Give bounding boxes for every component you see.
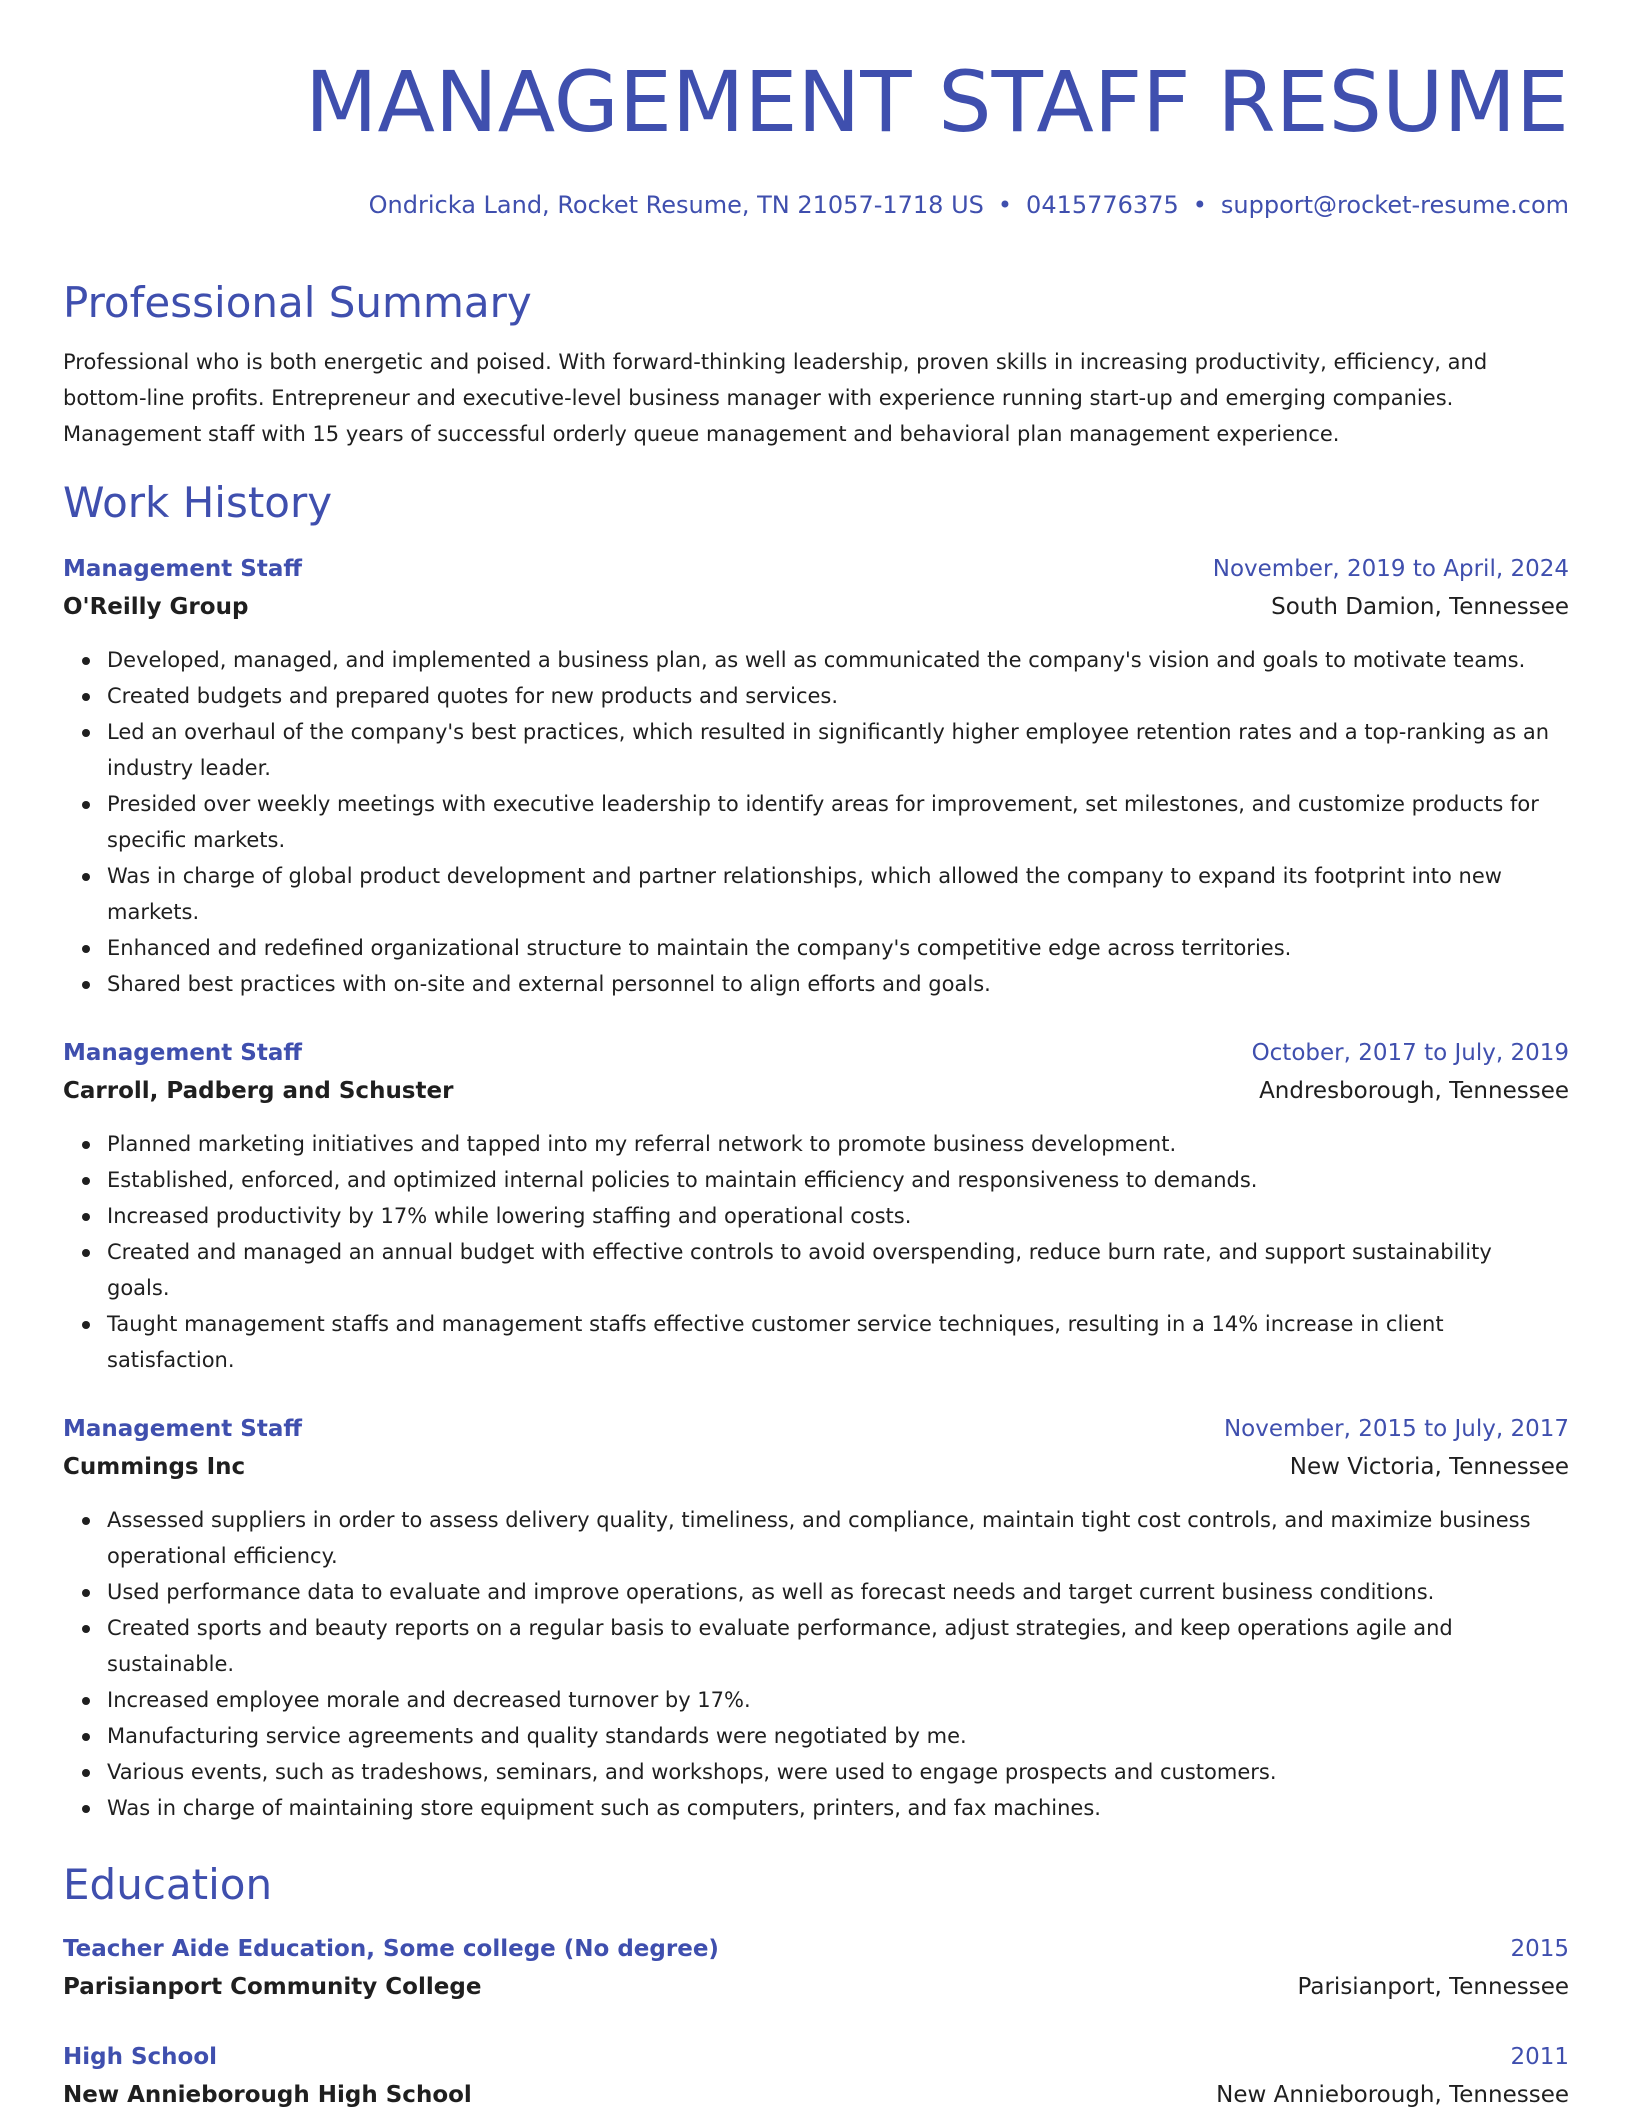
school-name: Parisianport Community College [63,1974,482,2000]
contact-address: Ondricka Land, Rocket Resume, TN 21057-1718 US [368,191,984,219]
bullet-item: Presided over weekly meetings with executive leadership to identify areas for improvement, set milestones, and customize products for specific markets. [107,786,1569,858]
work-history-section [63,478,1569,1826]
job-dates: November, 2015 to July, 2017 [1223,1416,1569,1442]
bullet-item: Increased productivity by 17% while lowering staffing and operational costs. [107,1198,1569,1234]
work-entry-header [63,550,1569,588]
summary-section [63,278,1569,452]
summary-text: Professional who is both energetic and poised. With forward-thinking leadership, proven skills in increasing productivity, efficiency, and bottom-line profits. Entrepreneur and executive-level business manager with experience running start-up and emerging companies. Management staff with 15 years of successful orderly queue management and behavioral plan management experience. [63,350,1488,446]
bullet-item: Developed, managed, and implemented a business plan, as well as communicated the company's vision and goals to motivate teams. [107,642,1569,678]
job-bullets [63,1502,1569,1826]
contact-email: support@rocket-resume.com [1220,191,1569,219]
bullet-item: Taught management staffs and management staffs effective customer service techniques, resulting in a 14% increase in client satisfaction. [107,1306,1569,1378]
work-entry-org [63,1448,1569,1486]
education-entry-header [63,2038,1569,2076]
summary-heading: Professional Summary [63,278,532,327]
job-title: Management Staff [63,556,303,582]
bullet-item: Enhanced and redefined organizational structure to maintain the company's competitive edge across territories. [107,930,1569,966]
work-entry [63,1034,1569,1378]
job-bullets [63,1126,1569,1378]
graduation-year: 2011 [1510,2044,1569,2070]
work-history-heading: Work History [63,478,333,527]
education-section [63,1860,1569,2112]
education-heading: Education [63,1860,273,1909]
job-dates: November, 2019 to April, 2024 [1212,556,1569,582]
work-entry-org [63,588,1569,626]
company-name: Carroll, Padberg and Schuster [63,1078,454,1104]
bullet-item: Various events, such as tradeshows, seminars, and workshops, were used to engage prospects and customers. [107,1754,1569,1790]
work-entry-header [63,1410,1569,1448]
education-entry-school [63,1968,1569,2006]
education-entry-school [63,2076,1569,2112]
work-entry [63,1410,1569,1826]
education-entry-header [63,1930,1569,1968]
graduation-year: 2015 [1510,1936,1569,1962]
job-location: South Damion, Tennessee [1271,594,1569,620]
education-entry [63,1930,1569,2006]
bullet-item: Assessed suppliers in order to assess delivery quality, timeliness, and compliance, maintain tight cost controls, and maximize business operational efficiency. [107,1502,1569,1574]
bullet-item: Was in charge of maintaining store equipment such as computers, printers, and fax machines. [107,1790,1569,1826]
job-title: Management Staff [63,1416,303,1442]
work-entry-header [63,1034,1569,1072]
bullet-item: Created and managed an annual budget with effective controls to avoid overspending, reduce burn rate, and support sustainability goals. [107,1234,1569,1306]
job-location: New Victoria, Tennessee [1289,1454,1569,1480]
job-bullets [63,642,1569,1002]
job-dates: October, 2017 to July, 2019 [1251,1040,1569,1066]
education-entry [63,2038,1569,2112]
work-entry [63,550,1569,1002]
bullet-item: Shared best practices with on-site and external personnel to align efforts and goals. [107,966,1569,1002]
bullet-item: Increased employee morale and decreased turnover by 17%. [107,1682,1569,1718]
school-name: New Annieborough High School [63,2082,472,2108]
company-name: Cummings Inc [63,1454,246,1480]
contact-separator: • [1192,191,1207,219]
contact-line [63,190,1569,220]
work-entries [63,550,1569,1826]
resume-title: MANAGEMENT STAFF RESUME [304,53,1569,151]
work-entry-org [63,1072,1569,1110]
degree-name: High School [63,2044,218,2070]
job-location: Andresborough, Tennessee [1259,1078,1569,1104]
bullet-item: Manufacturing service agreements and quality standards were negotiated by me. [107,1718,1569,1754]
bullet-item: Used performance data to evaluate and improve operations, as well as forecast needs and target current business conditions. [107,1574,1569,1610]
school-location: Parisianport, Tennessee [1297,1974,1569,2000]
bullet-item: Led an overhaul of the company's best practices, which resulted in significantly higher employee retention rates and a top-ranking as an industry leader. [107,714,1569,786]
job-title: Management Staff [63,1040,303,1066]
school-location: New Annieborough, Tennessee [1216,2082,1569,2108]
contact-phone: 0415776375 [1026,191,1179,219]
education-entries [63,1930,1569,2112]
bullet-item: Created budgets and prepared quotes for new products and services. [107,678,1569,714]
bullet-item: Established, enforced, and optimized internal policies to maintain efficiency and responsiveness to demands. [107,1162,1569,1198]
company-name: O'Reilly Group [63,594,249,620]
degree-name: Teacher Aide Education, Some college (No degree) [63,1936,719,1962]
bullet-item: Was in charge of global product development and partner relationships, which allowed the company to expand its footprint into new markets. [107,858,1569,930]
resume-header [63,0,1569,220]
contact-separator: • [997,191,1013,219]
bullet-item: Planned marketing initiatives and tapped into my referral network to promote business development. [107,1126,1569,1162]
bullet-item: Created sports and beauty reports on a regular basis to evaluate performance, adjust strategies, and keep operations agile and sustainable. [107,1610,1569,1682]
